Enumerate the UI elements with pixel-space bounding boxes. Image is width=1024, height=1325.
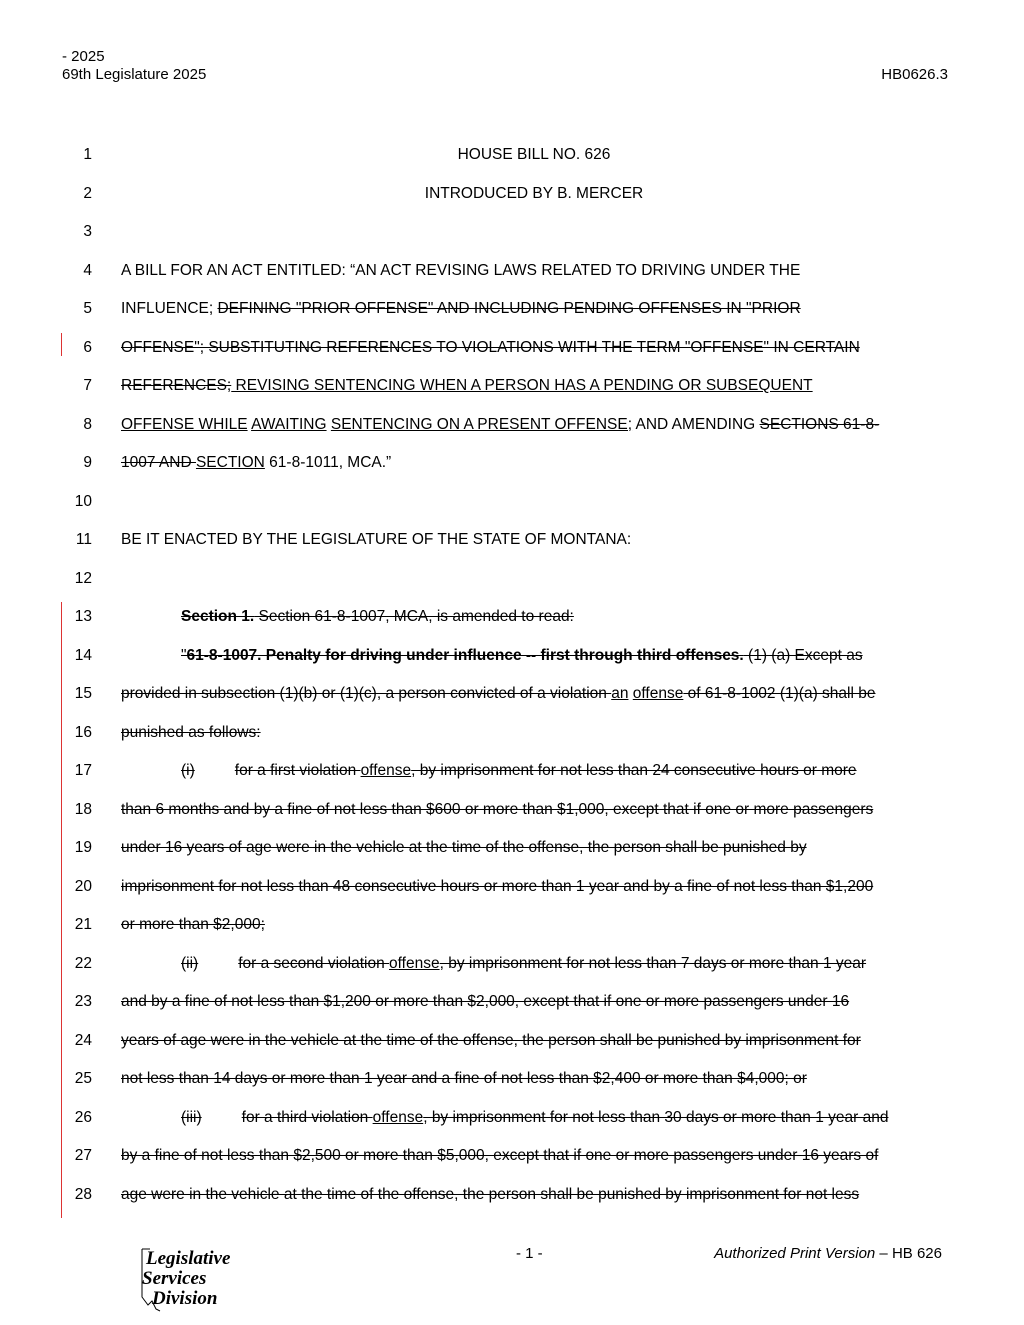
- line-text: [121, 453, 947, 472]
- bill-line: [0, 944, 1024, 983]
- inserted-text: an: [611, 685, 629, 702]
- deleted-text: SECTIONS 61-8-: [759, 415, 880, 433]
- inserted-text: REVISING SENTENCING WHEN A PERSON HAS A PENDING OR SUBSEQUENT: [231, 377, 813, 394]
- bill-line: [0, 366, 1024, 405]
- line-number: 1: [83, 146, 92, 163]
- line-number: 5: [83, 300, 92, 317]
- line-text: [121, 646, 947, 665]
- legislature-label: 69th Legislature 2025: [62, 66, 207, 83]
- subsection-label: (i): [181, 762, 195, 779]
- inserted-text: AWAITING: [251, 415, 327, 433]
- line-text: [121, 607, 947, 626]
- line-text: [121, 992, 947, 1011]
- line-number: 10: [74, 492, 92, 510]
- inserted-text: offense: [372, 1108, 424, 1126]
- line-text: [121, 1185, 947, 1204]
- line-text: A BILL FOR AN ACT ENTITLED: “AN ACT REVISING LAWS RELATED TO DRIVING UNDER THE: [121, 261, 801, 279]
- bill-line: [0, 289, 1024, 328]
- legislative-services-logo: [138, 1247, 248, 1313]
- inserted-text: OFFENSE WHILE: [121, 415, 248, 433]
- section-heading: Section 1.: [181, 608, 255, 625]
- line-text: [121, 761, 947, 780]
- deleted-text: or more than $2,000;: [121, 916, 265, 933]
- line-number: 19: [74, 839, 92, 856]
- line-number: 9: [83, 454, 92, 471]
- line-number: 25: [74, 1070, 92, 1087]
- deleted-text: punished as follows:: [121, 723, 261, 741]
- deleted-text: than 6 months and by a fine of not less than $600 or more than $1,000, except that if one or more passengers: [121, 800, 874, 818]
- bill-line: [0, 405, 1024, 444]
- line-text: [121, 1146, 947, 1165]
- bill-line: [0, 1175, 1024, 1214]
- logo-text-line-2: Services: [142, 1268, 207, 1289]
- inserted-text: offense: [632, 685, 684, 702]
- line-number: 20: [74, 877, 92, 895]
- section-title: 61-8-1007. Penalty for driving under influence -- first through third offenses.: [186, 646, 744, 664]
- deleted-text: imprisonment for not less than 48 consecutive hours or more than 1 year and by a fine of not less than $1,200: [121, 877, 874, 895]
- deleted-text: , by imprisonment for not less than 30 days or more than 1 year and: [423, 1108, 889, 1126]
- bill-line: [0, 328, 1024, 367]
- inserted-text: offense: [389, 954, 440, 972]
- deleted-text: OFFENSE"; SUBSTITUTING REFERENCES TO VIOLATIONS WITH THE TERM "OFFENSE" IN CERTAIN: [121, 338, 860, 356]
- bill-line: [0, 174, 1024, 213]
- line-text: [121, 415, 947, 434]
- deleted-text: DEFINING "PRIOR OFFENSE" AND INCLUDING PENDING OFFENSES IN "PRIOR: [217, 300, 801, 317]
- bill-sponsor: INTRODUCED BY B. MERCER: [424, 184, 644, 202]
- deleted-text: Section 61-8-1007, MCA, is amended to read:: [254, 608, 574, 625]
- bill-line: [0, 905, 1024, 944]
- line-number: 26: [74, 1108, 92, 1126]
- enacting-clause: BE IT ENACTED BY THE LEGISLATURE OF THE STATE OF MONTANA:: [121, 531, 632, 548]
- subsection-label: (iii): [181, 1108, 202, 1126]
- line-number: 12: [74, 569, 92, 587]
- line-number: 7: [83, 377, 92, 394]
- bill-line: [0, 1136, 1024, 1175]
- subsection-label: (ii): [181, 954, 199, 972]
- line-number: 28: [74, 1185, 92, 1203]
- deleted-text: and by a fine of not less than $1,200 or more than $2,000, except that if one or more passengers under 16: [121, 993, 850, 1010]
- logo-text-line-3: Division: [152, 1288, 218, 1309]
- bill-line: [0, 713, 1024, 752]
- inserted-text: SECTION: [195, 454, 265, 471]
- deleted-text: years of age were in the vehicle at the time of the offense, the person shall be punished by imprisonment for: [121, 1031, 861, 1049]
- line-number: 27: [74, 1147, 92, 1164]
- line-number: 4: [83, 261, 92, 279]
- bill-line: [0, 1021, 1024, 1060]
- bill-line: [0, 135, 1024, 174]
- bill-text: [0, 135, 1024, 1213]
- bill-line: [0, 559, 1024, 598]
- bill-line: [0, 1098, 1024, 1137]
- bill-line: [0, 982, 1024, 1021]
- line-text: [121, 877, 947, 896]
- line-number: 21: [74, 916, 92, 933]
- line-number: 2: [83, 184, 92, 202]
- bill-line: [0, 597, 1024, 636]
- line-number: 11: [75, 531, 92, 548]
- deleted-text: age were in the vehicle at the time of the offense, the person shall be punished by imprisonment for not less: [121, 1185, 860, 1203]
- deleted-text: ": [181, 646, 187, 664]
- bill-line: [0, 674, 1024, 713]
- bill-line: [0, 751, 1024, 790]
- deleted-text: of 61-8-1002 (1)(a) shall be: [683, 685, 876, 702]
- line-number: 6: [83, 338, 92, 356]
- deleted-text: for a first violation: [234, 762, 361, 779]
- line-number: 17: [74, 762, 92, 779]
- bill-line: [0, 443, 1024, 482]
- line-number: 14: [74, 646, 92, 664]
- line-text: [121, 915, 947, 934]
- line-number: 16: [74, 723, 92, 741]
- line-number: 24: [74, 1031, 92, 1049]
- deleted-text: for a second violation: [238, 954, 390, 972]
- line-text: [121, 684, 947, 703]
- deleted-text: by a fine of not less than $2,500 or more than $5,000, except that if one or more passengers under 16 years of: [121, 1147, 879, 1164]
- bill-line: [0, 520, 1024, 559]
- bill-line: [0, 251, 1024, 290]
- bill-line: [0, 212, 1024, 251]
- inserted-text: SENTENCING ON A PRESENT OFFENSE;: [330, 415, 633, 433]
- footer-bill-id: HB 626: [891, 1245, 942, 1262]
- line-text: [121, 800, 947, 819]
- deleted-text: , by imprisonment for not less than 7 days or more than 1 year: [439, 954, 867, 972]
- page-number: - 1 -: [516, 1245, 543, 1262]
- line-number: 18: [74, 800, 92, 818]
- line-number: 3: [83, 223, 92, 240]
- line-number: 22: [74, 954, 92, 972]
- line-text: [121, 723, 947, 742]
- bill-line: [0, 482, 1024, 521]
- logo-text-line-1: Legislative: [146, 1248, 231, 1269]
- deleted-text: REFERENCES;: [121, 377, 232, 394]
- deleted-text: 1007 AND: [121, 454, 196, 471]
- line-text: [121, 1069, 947, 1088]
- deleted-text: under 16 years of age were in the vehicle at the time of the offense, the person shall be punished by: [121, 839, 807, 856]
- text-run: AND AMENDING: [632, 415, 760, 433]
- line-text: [121, 954, 947, 973]
- line-text: [121, 1031, 947, 1050]
- authorized-label: Authorized Print Version: [714, 1245, 876, 1262]
- text-run: 61-8-1011, MCA.”: [264, 454, 392, 471]
- deleted-text: , by imprisonment for not less than 24 consecutive hours or more: [411, 762, 857, 779]
- inserted-text: offense: [360, 762, 412, 779]
- footer-dash: –: [875, 1245, 892, 1262]
- authorized-print-version: [714, 1245, 942, 1263]
- line-number: 23: [74, 993, 92, 1010]
- deleted-text: (1) (a) Except as: [743, 646, 863, 664]
- line-number: 13: [74, 608, 92, 625]
- text-run: INFLUENCE;: [121, 300, 218, 317]
- line-text: [121, 299, 947, 318]
- bill-line: [0, 636, 1024, 675]
- deleted-text: not less than 14 days or more than 1 year and a fine of not less than $2,400 or more than $4,000; or: [121, 1070, 807, 1087]
- bill-line: [0, 1059, 1024, 1098]
- line-text: [121, 1108, 947, 1127]
- bill-title: HOUSE BILL NO. 626: [457, 146, 611, 163]
- line-text: [121, 838, 947, 857]
- deleted-text: provided in subsection (1)(b) or (1)(c), a person convicted of a violation: [121, 685, 612, 702]
- line-text: [121, 338, 947, 357]
- session-label: - 2025: [62, 48, 105, 65]
- bill-id: HB0626.3: [881, 66, 948, 83]
- line-number: 15: [74, 685, 92, 702]
- line-number: 8: [83, 415, 92, 433]
- bill-line: [0, 828, 1024, 867]
- deleted-text: for a third violation: [241, 1108, 373, 1126]
- line-text: [121, 376, 947, 395]
- bill-line: [0, 790, 1024, 829]
- bill-line: [0, 867, 1024, 906]
